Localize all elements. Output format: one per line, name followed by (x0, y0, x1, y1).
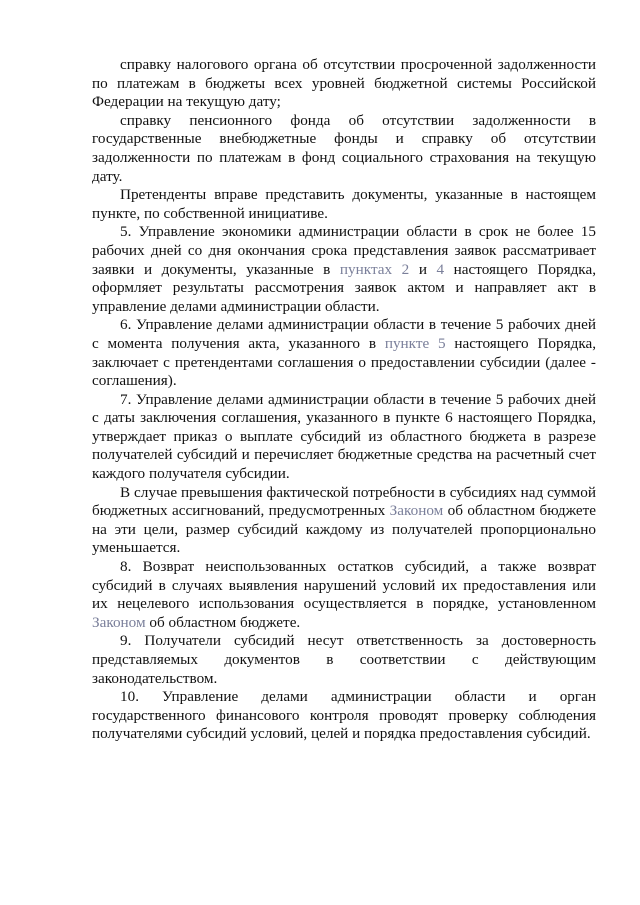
paragraph-text: 8. Возврат неиспользованных остатков субсидий, а также возврат субсидий в случаях выявления нарушений условий их предоставления или их нецелевого использования осуществляется в порядке, установленном (92, 558, 596, 613)
reference-link[interactable]: 4 (436, 260, 445, 278)
paragraph-text: об областном бюджете. (145, 613, 301, 631)
paragraph-text: 10. Управление делами администрации области и орган государственного финансового контроля проводят проверку соблюдения получателями субсидий условий, целей и порядка предоставления субсидий. (92, 688, 596, 743)
paragraph-text: 9. Получатели субсидий несут ответственность за достоверность представляемых документов в соответствии с действующим законодательством. (92, 632, 596, 687)
reference-link[interactable]: пункте 5 (384, 334, 446, 352)
reference-link[interactable]: пунктах 2 (339, 260, 410, 278)
paragraph-text: справку пенсионного фонда об отсутствии задолженности в государственные внебюджетные фонды и справку об отсутствии задолженности по платежам в фонд социального страхования на текущую дату. (92, 111, 596, 185)
paragraph-p2 (92, 112, 596, 186)
paragraph-text: настоящего Порядка, заключает с претендентами соглашения о предоставлении субсидии (далее - соглашения). (92, 334, 597, 390)
paragraph-p6 (92, 391, 596, 484)
paragraph-text: об областном бюджете на эти цели, размер субсидий каждому из получателей пропорционально уменьшается. (92, 502, 596, 557)
paragraph-p9 (92, 632, 596, 688)
paragraph-text: и (409, 260, 437, 278)
paragraph-p3 (92, 186, 596, 223)
paragraph-text: Претенденты вправе представить документы, указанные в настоящем пункте, по собственной инициативе. (92, 186, 596, 222)
paragraph-text: 7. Управление делами администрации области в течение 5 рабочих дней с даты заключения соглашения, указанного в пункте 6 настоящего Порядка, утверждает приказ о выплате субсидий из областного бюджета в разрезе получателей субсидий и перечисляет бюджетные средства на расчетный счет каждого получателя субсидии. (92, 390, 596, 483)
paragraph-p7 (92, 484, 596, 558)
paragraph-p4 (92, 223, 596, 316)
reference-link[interactable]: Законом (92, 613, 146, 631)
paragraph-text: справку налогового органа об отсутствии просроченной задолженности по платежам в бюджеты всех уровней бюджетной системы Российской Федерации на текущую дату; (92, 56, 596, 111)
document-page (92, 56, 596, 744)
paragraph-p8 (92, 558, 596, 632)
paragraph-text: 5. Управление экономики администрации области в срок не более 15 рабочих дней со дня окончания срока представления заявок рассматривает заявки и документы, указанные в (92, 223, 596, 278)
paragraph-text: В случае превышения фактической потребности в субсидиях над суммой бюджетных ассигнований, предусмотренных (92, 483, 596, 520)
paragraph-p10 (92, 688, 596, 744)
paragraph-text: настоящего Порядка, оформляет результаты рассмотрения заявок актом и направляет акт в управление делами администрации области. (92, 260, 596, 315)
paragraph-p5 (92, 316, 596, 390)
reference-link[interactable]: Законом (389, 502, 444, 520)
paragraph-text: 6. Управление делами администрации области в течение 5 рабочих дней с момента получения акта, указанного в (92, 316, 596, 352)
paragraph-p1 (92, 56, 596, 112)
